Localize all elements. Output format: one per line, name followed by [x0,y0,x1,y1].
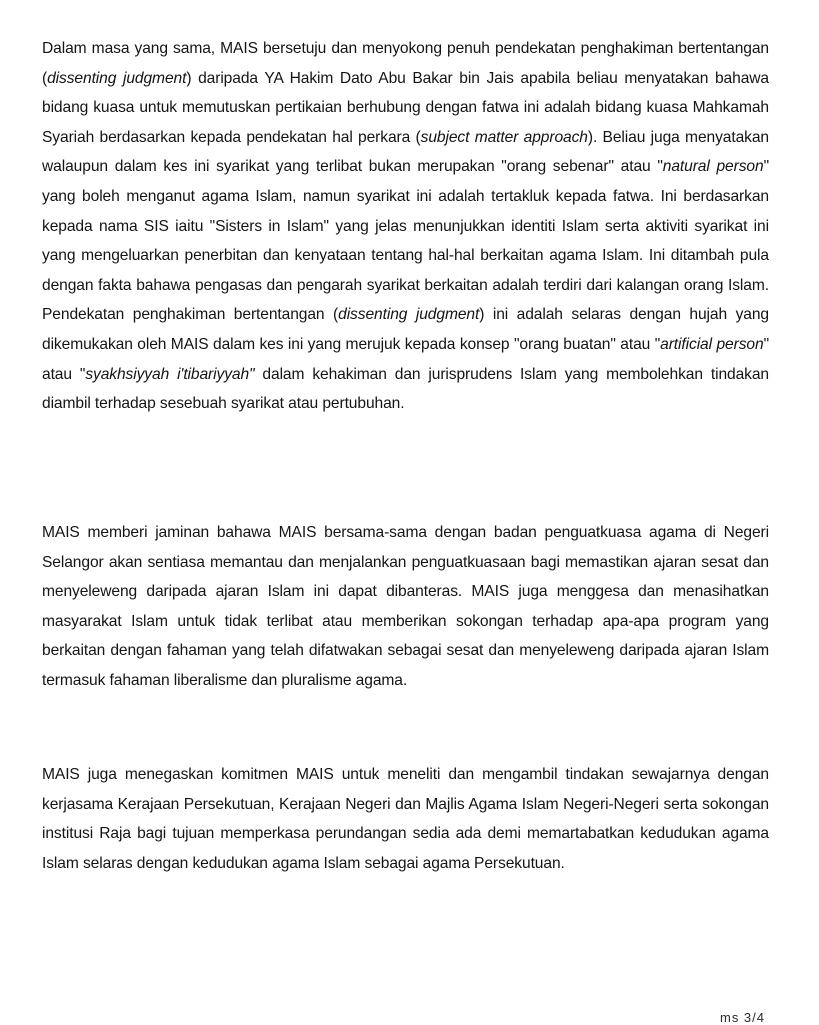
paragraph-dissenting-judgment [42,34,769,419]
italic-term: subject matter approach [420,128,588,146]
paragraph-text: MAIS juga menegaskan komitmen MAIS untuk meneliti dan mengambil tindakan sewajarnya dengan kerjasama Kerajaan Persekutuan, Kerajaan Negeri dan Majlis Agama Islam Negeri-Negeri serta sokongan institusi Raja bagi tujuan memperkasa perundangan sedia ada demi memartabatkan kedudukan agama Islam selaras dengan kedudukan agama Islam sebagai agama Persekutuan. [42,766,769,872]
paragraph-text: " yang boleh menganut agama Islam, namun syarikat ini adalah tertakluk kepada fatwa. Ini berdasarkan kepada nama SIS iaitu "Sisters in Islam" yang jelas menunjukkan identiti Islam serta aktiviti syarikat ini yang mengeluarkan penerbitan dan kenyataan tentang hal-hal berkaitan agama Islam. Ini ditambah pula dengan fakta bahawa pengasas dan pengarah syarikat berkaitan adalah terdiri dari kalangan orang Islam. Pendekatan penghakiman bertentangan ( [42,158,769,324]
paragraph-text: Dalam masa yang sama, MAIS bersetuju dan menyokong penuh pendekatan penghakiman bertentangan ( [42,40,769,87]
italic-term: dissenting judgment [338,306,480,324]
italic-term: syakhsiyyah i'tibariyyah" [85,365,255,383]
paragraph-text: MAIS memberi jaminan bahawa MAIS bersama-sama dengan badan penguatkuasa agama di Negeri Selangor akan sentiasa memantau dan menjalankan penguatkuasaan bagi memastikan ajaran sesat dan menyeleweng daripada ajaran Islam ini dapat dibanteras. MAIS juga menggesa dan menasihatkan masyarakat Islam untuk tidak terlibat atau memberikan sokongan terhadap apa-apa program yang berkaitan dengan fahaman yang telah difatwakan sebagai sesat dan menyeleweng daripada ajaran Islam termasuk fahaman liberalisme dan pluralisme agama. [42,524,769,689]
italic-term: natural person [662,158,764,176]
paragraph-text: ). Beliau juga menyatakan walaupun dalam kes ini syarikat yang terlibat bukan merupakan "orang sebenar" atau " [42,128,770,176]
italic-term: dissenting judgment [47,69,187,87]
paragraph-enforcement-assurance [42,518,769,696]
page-number: ms 3/4 [719,1010,765,1025]
paragraph-text: " atau " [42,335,769,383]
paragraph-commitment [42,760,769,878]
italic-term: artificial person [660,335,764,353]
paragraph-text: ) daripada YA Hakim Dato Abu Bakar bin Jais apabila beliau menyatakan bahawa bidang kuasa untuk memutuskan pertikaian berhubung dengan fatwa ini adalah bidang kuasa Mahkamah Syariah berdasarkan kepada pendekatan hal perkara ( [42,69,769,146]
paragraph-text: dalam kehakiman dan jurisprudens Islam yang membolehkan tindakan diambil terhadap sesebuah syarikat atau pertubuhan. [42,365,770,413]
paragraph-text: ) ini adalah selaras dengan hujah yang dikemukakan oleh MAIS dalam kes ini yang merujuk kepada konsep "orang buatan" atau " [42,306,769,353]
